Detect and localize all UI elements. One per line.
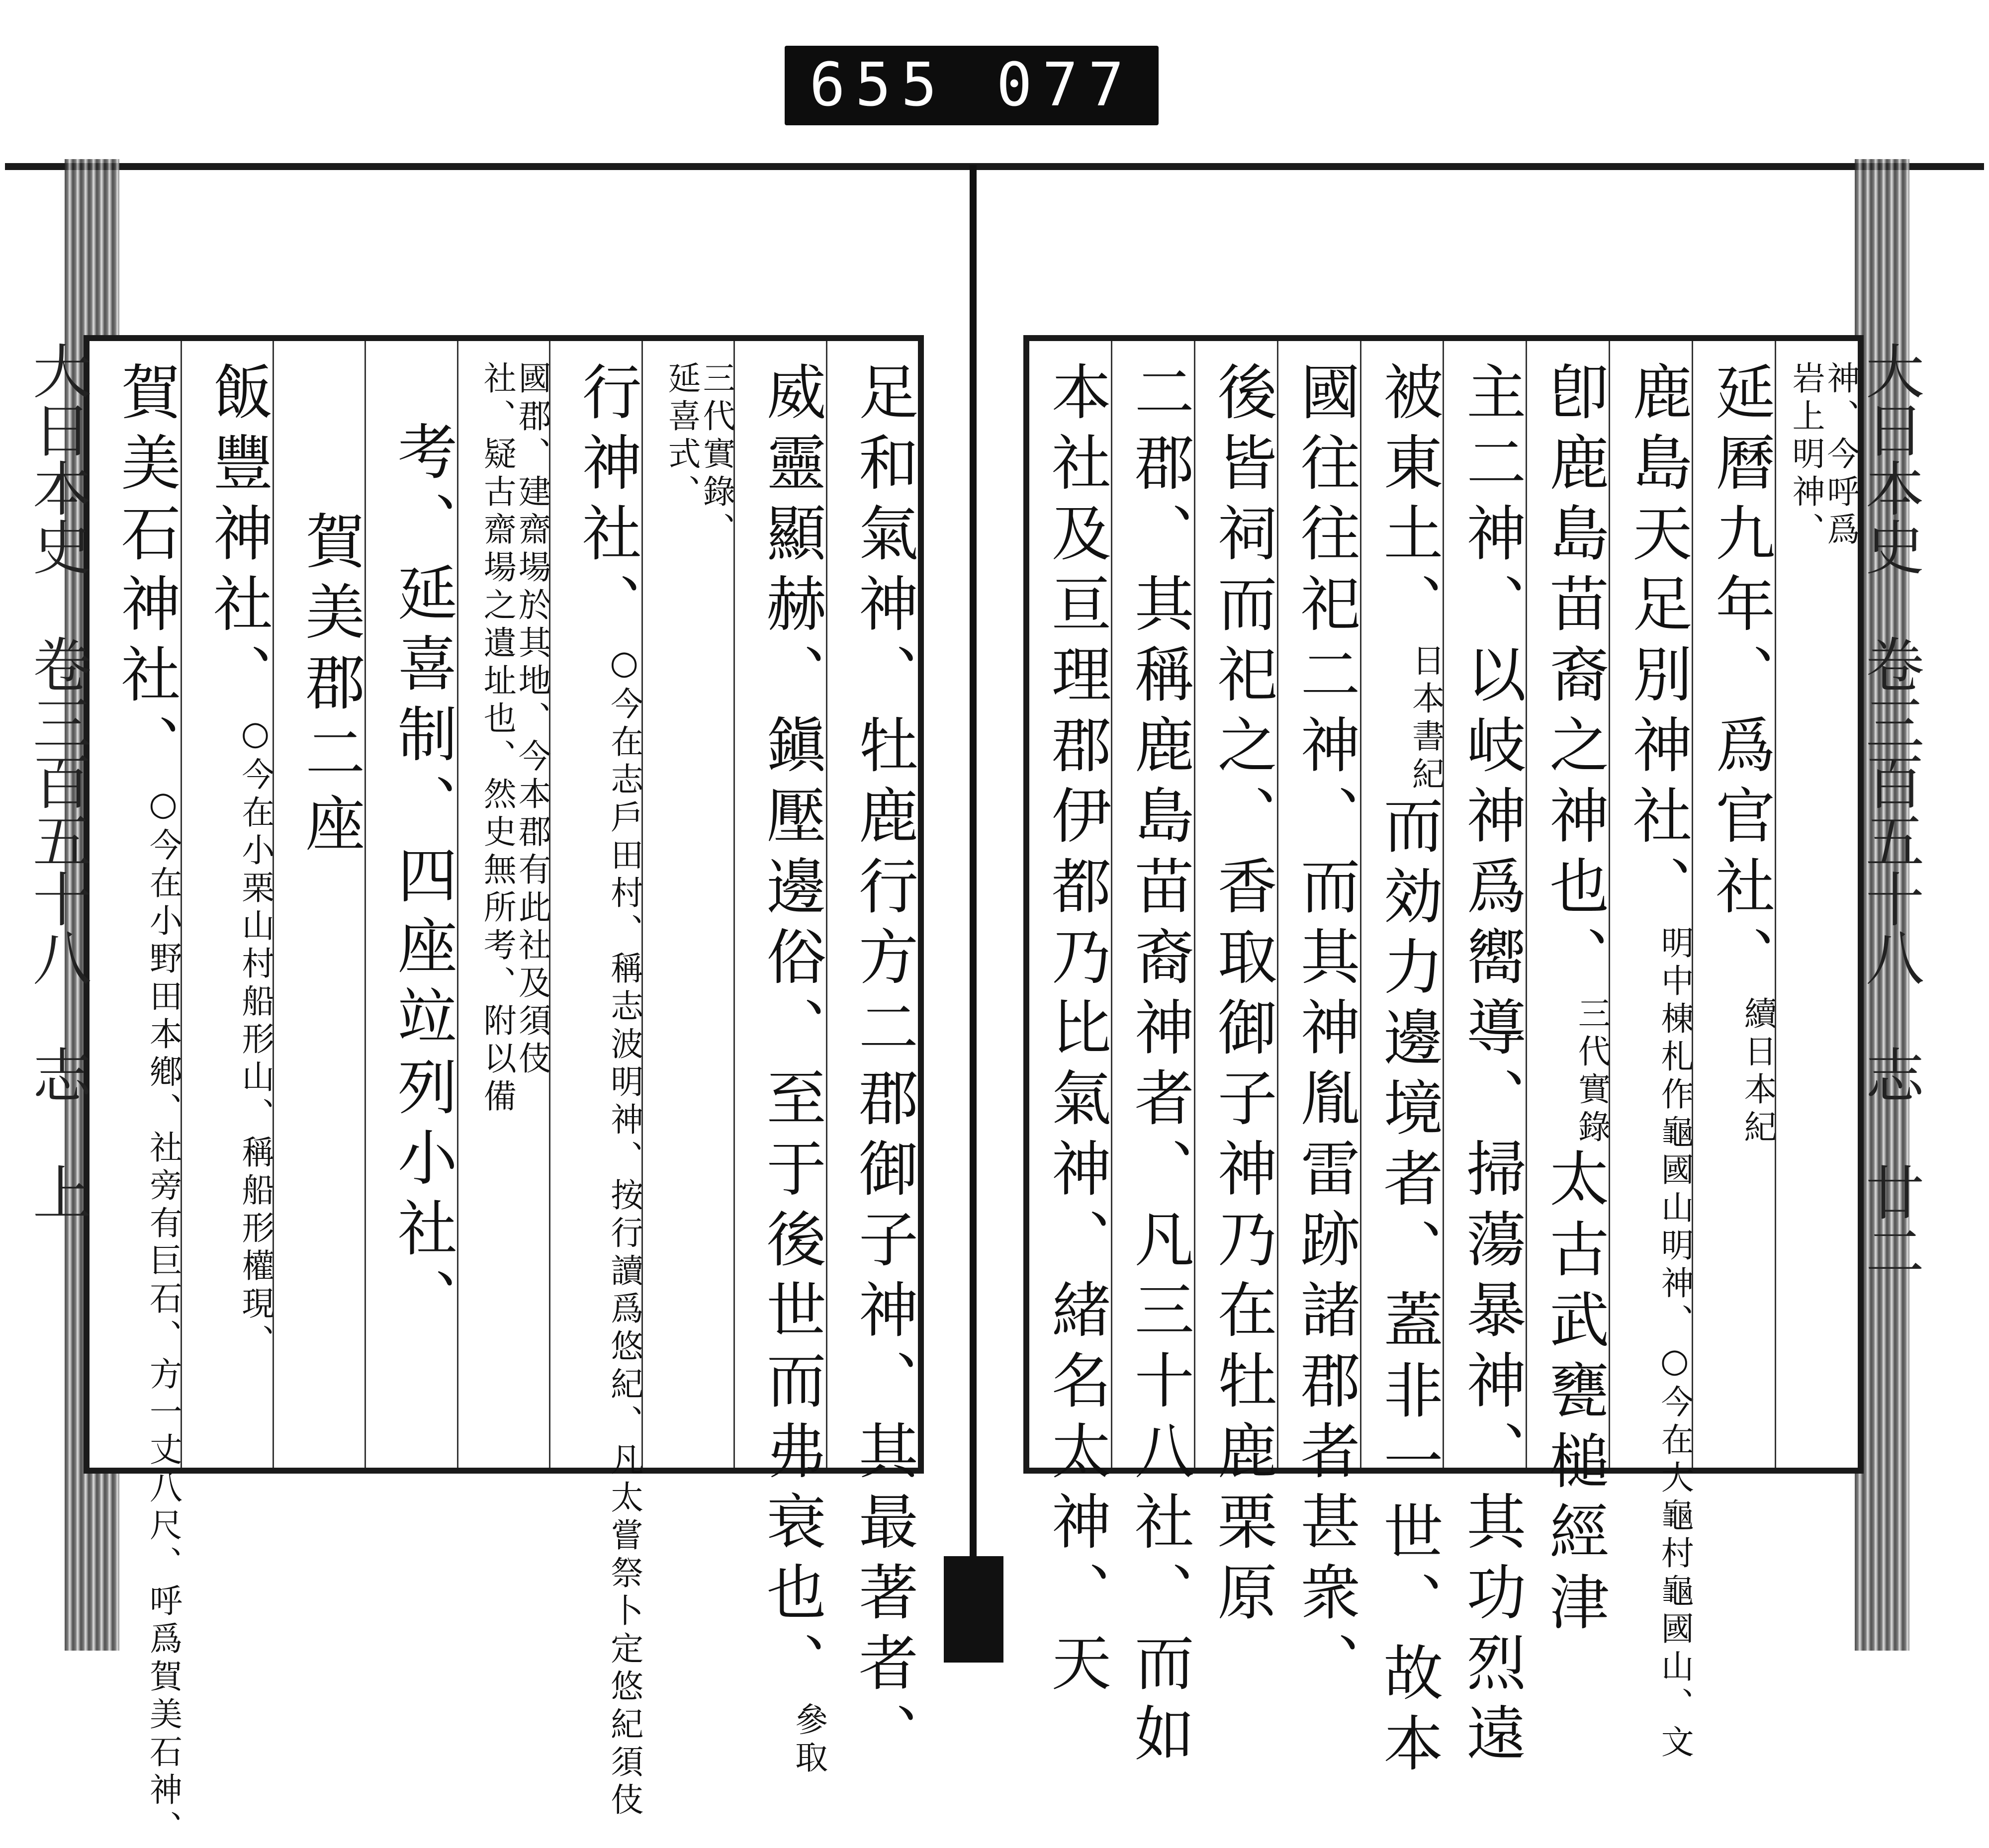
- right-margin-title: [1856, 341, 1924, 1468]
- text-column: [733, 341, 828, 1778]
- text-column: [549, 341, 643, 1820]
- note-text: 三代實錄: [1572, 996, 1611, 1147]
- left-margin-title-text: 大日本史 卷三百五十八 志 上: [23, 341, 91, 1221]
- note-text: 參取: [789, 1702, 828, 1778]
- text-column: [1277, 341, 1360, 1702]
- text-column: [90, 341, 182, 1848]
- main-text: 威靈顯赫、鎭壓邊俗、至于後世而弗衰也、: [756, 361, 826, 1702]
- text-column: [826, 341, 918, 1773]
- microfilm-frame-number: [785, 46, 1159, 125]
- text-column: [1526, 341, 1611, 1642]
- text-column: [1029, 341, 1111, 1702]
- main-text: 後皆祠而祀之、香取御子神乃在牡鹿栗原: [1207, 361, 1277, 1632]
- left-page: [23, 335, 924, 1848]
- note-text: 日本書紀: [1406, 643, 1445, 794]
- main-text: 賀美石神社、: [111, 361, 181, 785]
- main-text: 太古武甕槌經津: [1539, 1147, 1609, 1642]
- text-column: [364, 341, 456, 1468]
- frame-number-frame: 077: [996, 51, 1134, 120]
- left-page-columns: [90, 341, 918, 1848]
- main-text: 本社及亘理郡伊都乃比氣神、緒名太神、天: [1041, 361, 1111, 1702]
- main-text: 而効力邊境者、蓋非一世、故本: [1373, 794, 1443, 1783]
- main-text: 行神社、: [572, 361, 641, 643]
- text-column: [1194, 341, 1277, 1632]
- left-margin-title: [23, 341, 91, 1468]
- note-text: ○今在志戶田村、稱志波明神、按行讀爲悠紀、凡太嘗祭卜定悠紀須伎: [605, 643, 643, 1820]
- section-heading-column: [272, 341, 364, 1468]
- main-text: 二郡、其稱鹿島苗裔神者、凡三十八社、而如: [1124, 361, 1194, 1773]
- main-text: 足和氣神、牡鹿行方二郡御子神、其最著者、: [849, 361, 918, 1773]
- spine-clamp: [944, 1556, 1003, 1663]
- main-text: 考、延喜制、四座竝列小社、: [387, 421, 457, 1338]
- text-column: [457, 341, 549, 1468]
- note-line: 三代實錄、: [697, 361, 736, 550]
- frame-number-reel: 655: [809, 51, 947, 120]
- note-text: ○今在小栗山村船形山、稱船形權現、: [236, 714, 274, 1362]
- note-line: 神、今呼爲: [1821, 361, 1860, 550]
- main-text: 延曆九年、爲官社、: [1706, 361, 1775, 996]
- main-text: 主二神、以岐神爲嚮導、掃蕩暴神、其功烈遠: [1456, 361, 1526, 1773]
- right-page: [1023, 335, 1924, 1783]
- text-column: [1443, 341, 1526, 1773]
- note-text: 明中棟札作龜國山明神、○今在大龜村龜國山、文: [1655, 926, 1694, 1762]
- right-margin-title-text: 大日本史 卷三百五十八 志 廿二: [1856, 341, 1924, 1280]
- note-text: 續日本紀: [1738, 996, 1777, 1147]
- right-page-columns: [1029, 341, 1860, 1783]
- text-column: [181, 341, 272, 1468]
- text-column: [1692, 341, 1775, 1468]
- main-text: 卽鹿島苗裔之神也、: [1539, 361, 1609, 996]
- note-line: 國郡、建齋場於其地、今本郡有此社及須伎: [513, 361, 551, 1079]
- note-line: 延喜式、: [662, 361, 701, 512]
- book-spine: [970, 165, 977, 1592]
- text-column: [1111, 341, 1194, 1773]
- note-line: 社、疑古齋場之遺址也、然史無所考、附以備: [478, 361, 517, 1117]
- main-text: 飯豐神社、: [203, 361, 272, 714]
- note-text: ○今在小野田本鄕、社旁有巨石、方一丈八尺、呼爲賀美石神、: [144, 785, 182, 1848]
- text-column: [1609, 341, 1694, 1762]
- main-text: 被東土、: [1373, 361, 1443, 643]
- top-edge-rule: [5, 163, 1984, 170]
- text-column: [1775, 341, 1858, 1468]
- section-heading: 賀美郡二座: [295, 510, 365, 863]
- main-text: 鹿島天足別神社、: [1623, 361, 1692, 926]
- text-column: [1360, 341, 1445, 1783]
- main-text: 國往往祀二神、而其神胤雷跡諸郡者甚衆、: [1290, 361, 1360, 1702]
- note-line: 岩上明神、: [1787, 361, 1825, 550]
- text-column: [641, 341, 736, 1468]
